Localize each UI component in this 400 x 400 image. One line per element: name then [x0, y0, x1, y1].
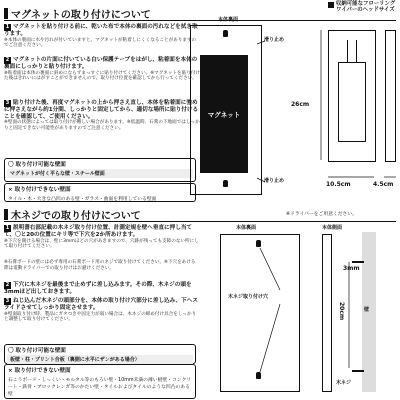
diagram1-label-back: 本体裏面: [218, 17, 239, 23]
diagram2-side-view: [322, 234, 332, 392]
section1-step-1: 1 マグネットを貼り付ける前に、乾いた布で本体の裏面の汚れなどを拭き取ります。 ※本体の裏面に水や汚れが付いていますと、マグネットが粘着しにくくなることがありますのでご注意ください。: [4, 24, 198, 49]
section1-step-3: 3 貼り付けた後、再度マグネットの上から押さえ直し、本体を粘着面に強めに押さえながら約1分間、しっかりと固定してから、適切な場所に貼り付けることを確認して、ご使用ください。 ※壁面の状態によっては取り付けが難しい場合があります。※低温時、石膏の下地面ではしっかりと固定できない可能性がありますのでご注意ください。: [4, 100, 200, 131]
diagram1-height: 26cm: [291, 101, 310, 108]
diagram2-gap: 3mm: [343, 265, 360, 272]
diagram2-hole-label: 木ネジ取り付け穴: [228, 294, 269, 300]
section1-ok-box: 〇 取り付け可能な壁面 マグネットが付く平らな壁・スチール壁面: [4, 158, 196, 182]
diagram1-magnet: マグネット: [200, 55, 248, 173]
section1-step-2: 2 マグネットの片面に付いている白い保護テープをはがし、粘着面を本体の裏面にしっかりと貼り付けます。 ※粘着面は本体の裏面に斜めにならずまっすぐに貼り付けてください。※マグネットを貼り付けた後はきれいにはがすことができませんので、取り付け位置を確認してから行ってください。: [4, 57, 201, 82]
diagram2-screw-bottom-icon: [352, 370, 364, 372]
head-space-title: 収納可能なフローリングワイパーのヘッドサイズ: [336, 1, 396, 14]
section2-step-1-notes: ※石膏ボードの壁には必ず専用の石膏ボード用のネジで取り付けてください。※下穴をあける際は電動ドライバーでの取り付けはお避けください。: [4, 260, 196, 271]
diagram1-slip-pointers: [255, 38, 267, 188]
diagram2-screw-icon: [352, 261, 364, 263]
diagram1-height-arrow: [318, 30, 324, 162]
diagram2-wall-label: 壁: [364, 307, 370, 313]
diagram2-hole-pointers: [255, 246, 285, 376]
diagram1-bottom-hook-icon: [223, 180, 228, 187]
diagram1-slip-top: 滑り止め: [264, 37, 285, 43]
diagram2-label-side: 本体側面: [322, 225, 343, 231]
section1-title: マグネットの取り付けについて: [4, 6, 151, 20]
diagram2-height: 20cm: [338, 302, 345, 321]
section2-divider: [4, 221, 396, 222]
diagram1-depth: 4.5cm: [373, 181, 394, 188]
diagram1-top-hook-icon: [223, 30, 228, 37]
section2-ng-box: × 取り付けできない壁面 石こうボード・しっくい・モルタル等のもろい壁・10mm未満の薄い板壁・コンクリート・鉄骨・ブロックレンガ等のかたい壁・タイルおよびタイルのような凹凸のある壁: [4, 364, 196, 399]
section2-ok-box: 〇 取り付け可能な壁面 板壁・柱・プリント合板（裏側に水平にザンがある場合）: [4, 344, 196, 364]
section1-divider: [4, 20, 396, 21]
diagram1-inner-pocket: [338, 62, 366, 142]
section1-ng-box: × 取り付けできない壁面 タイル・木・大きな凸凹のある壁・ガラス・曲面を利用している壁面: [4, 183, 196, 202]
section2-step-2: 2 下穴に木ネジを最後まで止めずに差し込みます。その際、木ネジの頭を3mmほど出しておきます。: [4, 282, 192, 295]
section2-step-3: 3 ねじ込んだ木ネジの頭部分を、本体の取り付け穴部分に差し込み、下へスライドさせてしっかり固定させます。 ※壁面取り付け時、製品にガタつきや固定力が弱い場合は、木ネジの締め付け具合をしっかりと調整して取り付けてください。: [4, 298, 198, 323]
diagram1-width: 10.5cm: [326, 181, 351, 188]
diagram2-screw-label: 木ネジ: [336, 380, 352, 386]
diagram2-label-back: 本体裏面: [236, 225, 257, 231]
diagram2-height-arrow: [346, 262, 352, 370]
section2-step-1: 1 説明書右部記載の木ネジ取り付け位置、計測定規を壁へ垂直に押し当てて、〇と20の位置にキリ等で下穴を2か所あけます。 ※下穴を開ける場合は、壁に3mmほどの穴があきますので、穴跡が残っても支障のない所にして取り付けてください。: [4, 225, 199, 250]
section2-driver-note: ※ドライバーをご用意ください。: [286, 212, 357, 217]
diagram1-slip-bottom: 滑り止め: [264, 178, 285, 184]
head-space-icon: [328, 2, 334, 8]
section2-title: 木ネジでの取り付けについて: [4, 207, 141, 221]
diagram1-width-arrows: [326, 174, 398, 180]
diagram1-handle: [347, 40, 357, 62]
diagram1-side-view: [385, 30, 396, 162]
